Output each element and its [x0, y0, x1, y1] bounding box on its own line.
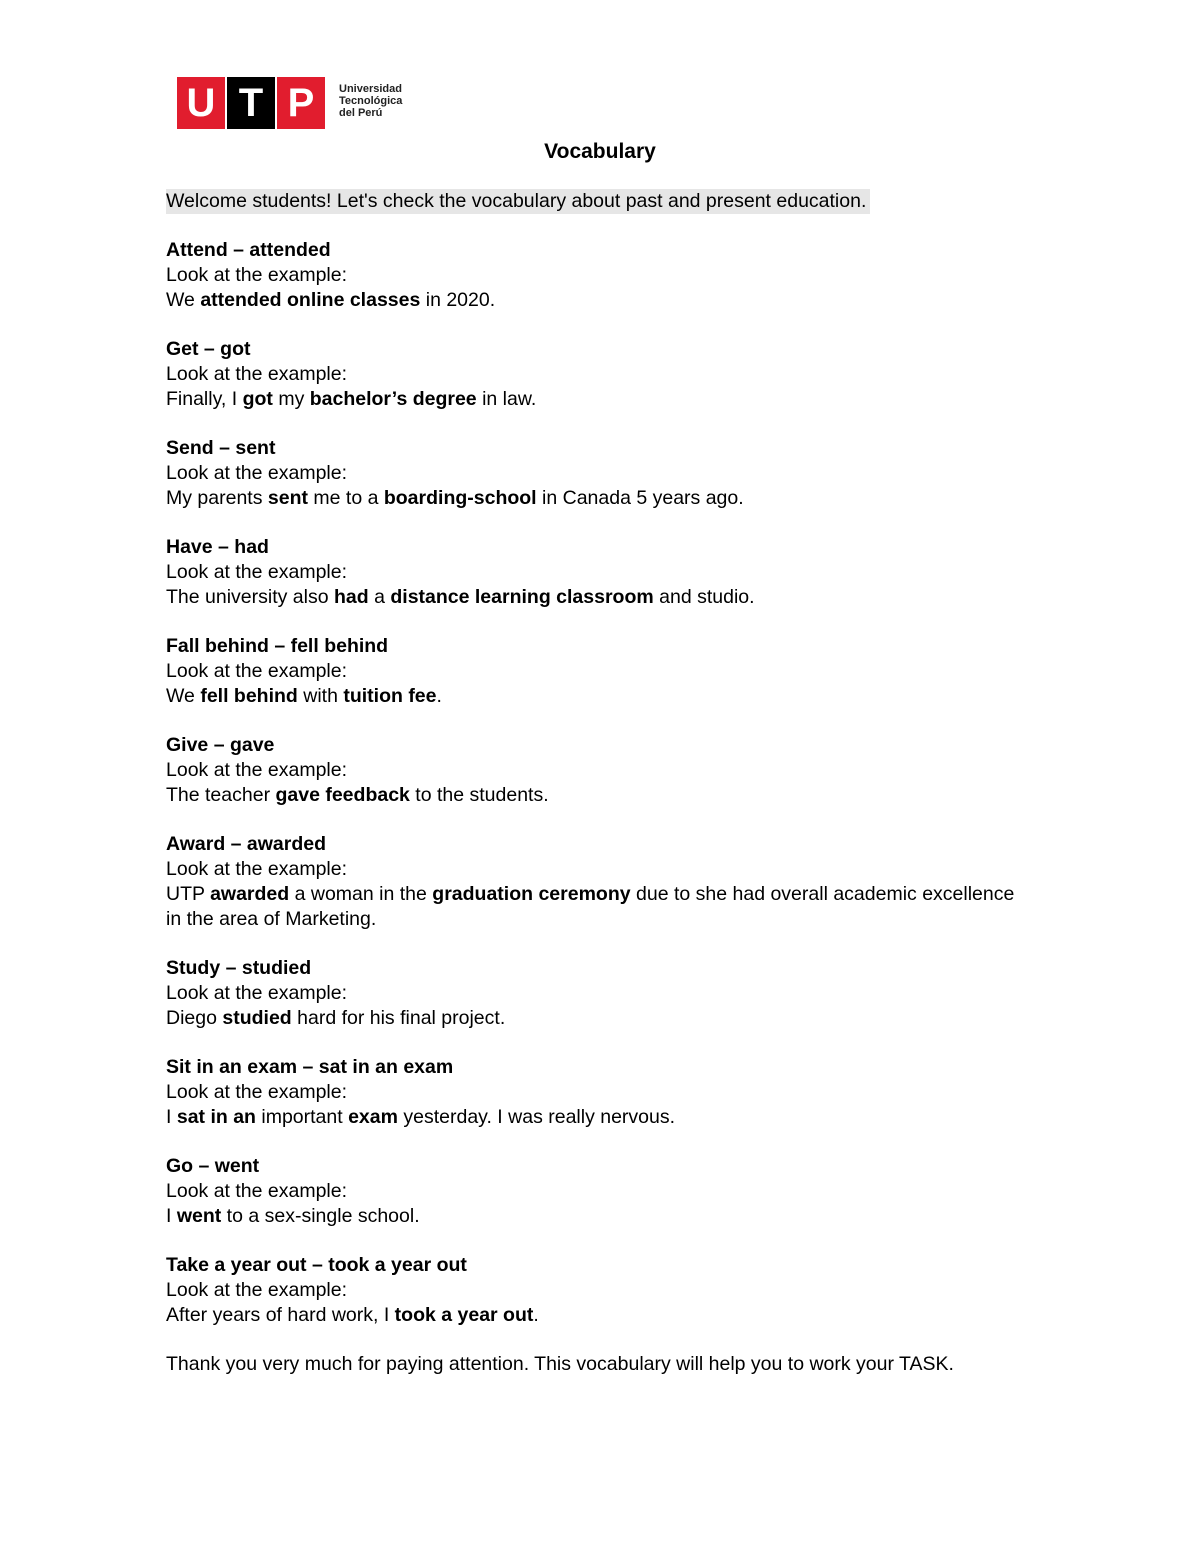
- document-body: [166, 189, 1026, 1377]
- vocabulary-highlight: fell behind: [200, 685, 298, 707]
- closing-text: Thank you very much for paying attention. This vocabulary will help you to work your TASK.: [166, 1353, 954, 1375]
- example-text: Finally, I: [166, 388, 243, 410]
- vocabulary-highlight: got: [242, 388, 273, 410]
- vocabulary-heading: Have – had: [166, 536, 269, 558]
- vocabulary-entry: [166, 733, 1026, 808]
- example-text: in 2020.: [420, 289, 496, 311]
- vocabulary-heading: Go – went: [166, 1155, 260, 1177]
- example-text: We: [166, 685, 201, 707]
- example-text: UTP: [166, 883, 211, 905]
- vocabulary-highlight: awarded: [210, 883, 290, 905]
- vocabulary-highlight: sent: [267, 487, 308, 509]
- vocabulary-heading: Award – awarded: [166, 833, 327, 855]
- example-label: Look at the example:: [166, 759, 348, 781]
- example-text: to a sex-single school.: [221, 1205, 420, 1227]
- intro-text: Welcome students! Let's check the vocabulary about past and present education.: [166, 189, 870, 214]
- logo-letter-t: T: [227, 77, 275, 129]
- vocabulary-entry: [166, 535, 1026, 610]
- vocabulary-entry: [166, 238, 1026, 313]
- vocabulary-heading: Attend – attended: [166, 239, 331, 261]
- utp-logo: [177, 77, 417, 129]
- example-text: After years of hard work, I: [166, 1304, 395, 1326]
- vocabulary-entry: [166, 956, 1026, 1031]
- vocabulary-entry: [166, 1253, 1026, 1328]
- logo-letter-u: U: [177, 77, 225, 129]
- example-label: Look at the example:: [166, 363, 348, 385]
- example-sentence: [166, 882, 1026, 932]
- example-label: Look at the example:: [166, 561, 348, 583]
- vocabulary-highlight: sat in an: [176, 1106, 256, 1128]
- example-text: hard for his final project.: [291, 1007, 506, 1029]
- example-label: Look at the example:: [166, 858, 348, 880]
- example-text: .: [436, 685, 442, 707]
- example-sentence: [166, 387, 1026, 412]
- vocabulary-highlight: exam: [348, 1106, 398, 1128]
- example-text: The university also: [166, 586, 334, 608]
- vocabulary-highlight: studied: [222, 1007, 292, 1029]
- example-sentence: [166, 783, 1026, 808]
- example-text: yesterday. I was really nervous.: [397, 1106, 676, 1128]
- example-text: The teacher: [166, 784, 276, 806]
- vocabulary-highlight: distance learning classroom: [390, 586, 654, 608]
- example-sentence: [166, 288, 1026, 313]
- vocabulary-entry: [166, 337, 1026, 412]
- example-label: Look at the example:: [166, 1180, 348, 1202]
- vocabulary-highlight: tuition fee: [343, 685, 437, 707]
- vocabulary-entry: [166, 1055, 1026, 1130]
- example-sentence: [166, 1303, 1026, 1328]
- example-text: due to she had overall academic excellence in the area of Marketing.: [166, 883, 1015, 930]
- vocabulary-heading: Take a year out – took a year out: [166, 1254, 467, 1276]
- example-label: Look at the example:: [166, 1081, 348, 1103]
- vocabulary-highlight: gave feedback: [275, 784, 410, 806]
- logo-name-line: Universidad: [339, 83, 402, 95]
- example-text: in law.: [476, 388, 537, 410]
- vocabulary-list: [166, 238, 1026, 1328]
- example-text: to the students.: [409, 784, 549, 806]
- example-label: Look at the example:: [166, 1279, 348, 1301]
- example-label: Look at the example:: [166, 264, 348, 286]
- example-text: a: [368, 586, 391, 608]
- example-sentence: [166, 1204, 1026, 1229]
- vocabulary-entry: [166, 832, 1026, 932]
- vocabulary-heading: Get – got: [166, 338, 251, 360]
- example-sentence: [166, 1105, 1026, 1130]
- example-text: My parents: [166, 487, 268, 509]
- example-text: with: [297, 685, 344, 707]
- example-text: important: [255, 1106, 349, 1128]
- example-text: Diego: [166, 1007, 223, 1029]
- example-label: Look at the example:: [166, 982, 348, 1004]
- example-text: .: [533, 1304, 539, 1326]
- example-text: We: [166, 289, 201, 311]
- vocabulary-highlight: graduation ceremony: [432, 883, 631, 905]
- example-text: I: [166, 1106, 177, 1128]
- vocabulary-highlight: took a year out: [394, 1304, 534, 1326]
- vocabulary-heading: Give – gave: [166, 734, 275, 756]
- vocabulary-entry: [166, 1154, 1026, 1229]
- vocabulary-heading: Sit in an exam – sat in an exam: [166, 1056, 454, 1078]
- logo-university-name: [339, 83, 429, 119]
- example-label: Look at the example:: [166, 462, 348, 484]
- example-sentence: [166, 585, 1026, 610]
- vocabulary-entry: [166, 436, 1026, 511]
- vocabulary-highlight: boarding-school: [383, 487, 537, 509]
- example-text: me to a: [307, 487, 384, 509]
- page-title: Vocabulary: [544, 140, 656, 163]
- example-sentence: [166, 684, 1026, 709]
- vocabulary-heading: Send – sent: [166, 437, 276, 459]
- vocabulary-heading: Fall behind – fell behind: [166, 635, 389, 657]
- example-sentence: [166, 1006, 1026, 1031]
- example-text: in Canada 5 years ago.: [536, 487, 744, 509]
- example-label: Look at the example:: [166, 660, 348, 682]
- vocabulary-highlight: had: [334, 586, 369, 608]
- example-text: a woman in the: [289, 883, 433, 905]
- logo-letter-p: P: [277, 77, 325, 129]
- example-text: and studio.: [653, 586, 755, 608]
- logo-name-line: del Perú: [339, 107, 383, 119]
- example-text: my: [272, 388, 310, 410]
- example-text: I: [166, 1205, 177, 1227]
- vocabulary-heading: Study – studied: [166, 957, 312, 979]
- vocabulary-highlight: went: [176, 1205, 222, 1227]
- vocabulary-entry: [166, 634, 1026, 709]
- example-sentence: [166, 486, 1026, 511]
- vocabulary-highlight: bachelor’s degree: [309, 388, 477, 410]
- vocabulary-highlight: attended online classes: [200, 289, 421, 311]
- logo-name-line: Tecnológica: [339, 95, 403, 107]
